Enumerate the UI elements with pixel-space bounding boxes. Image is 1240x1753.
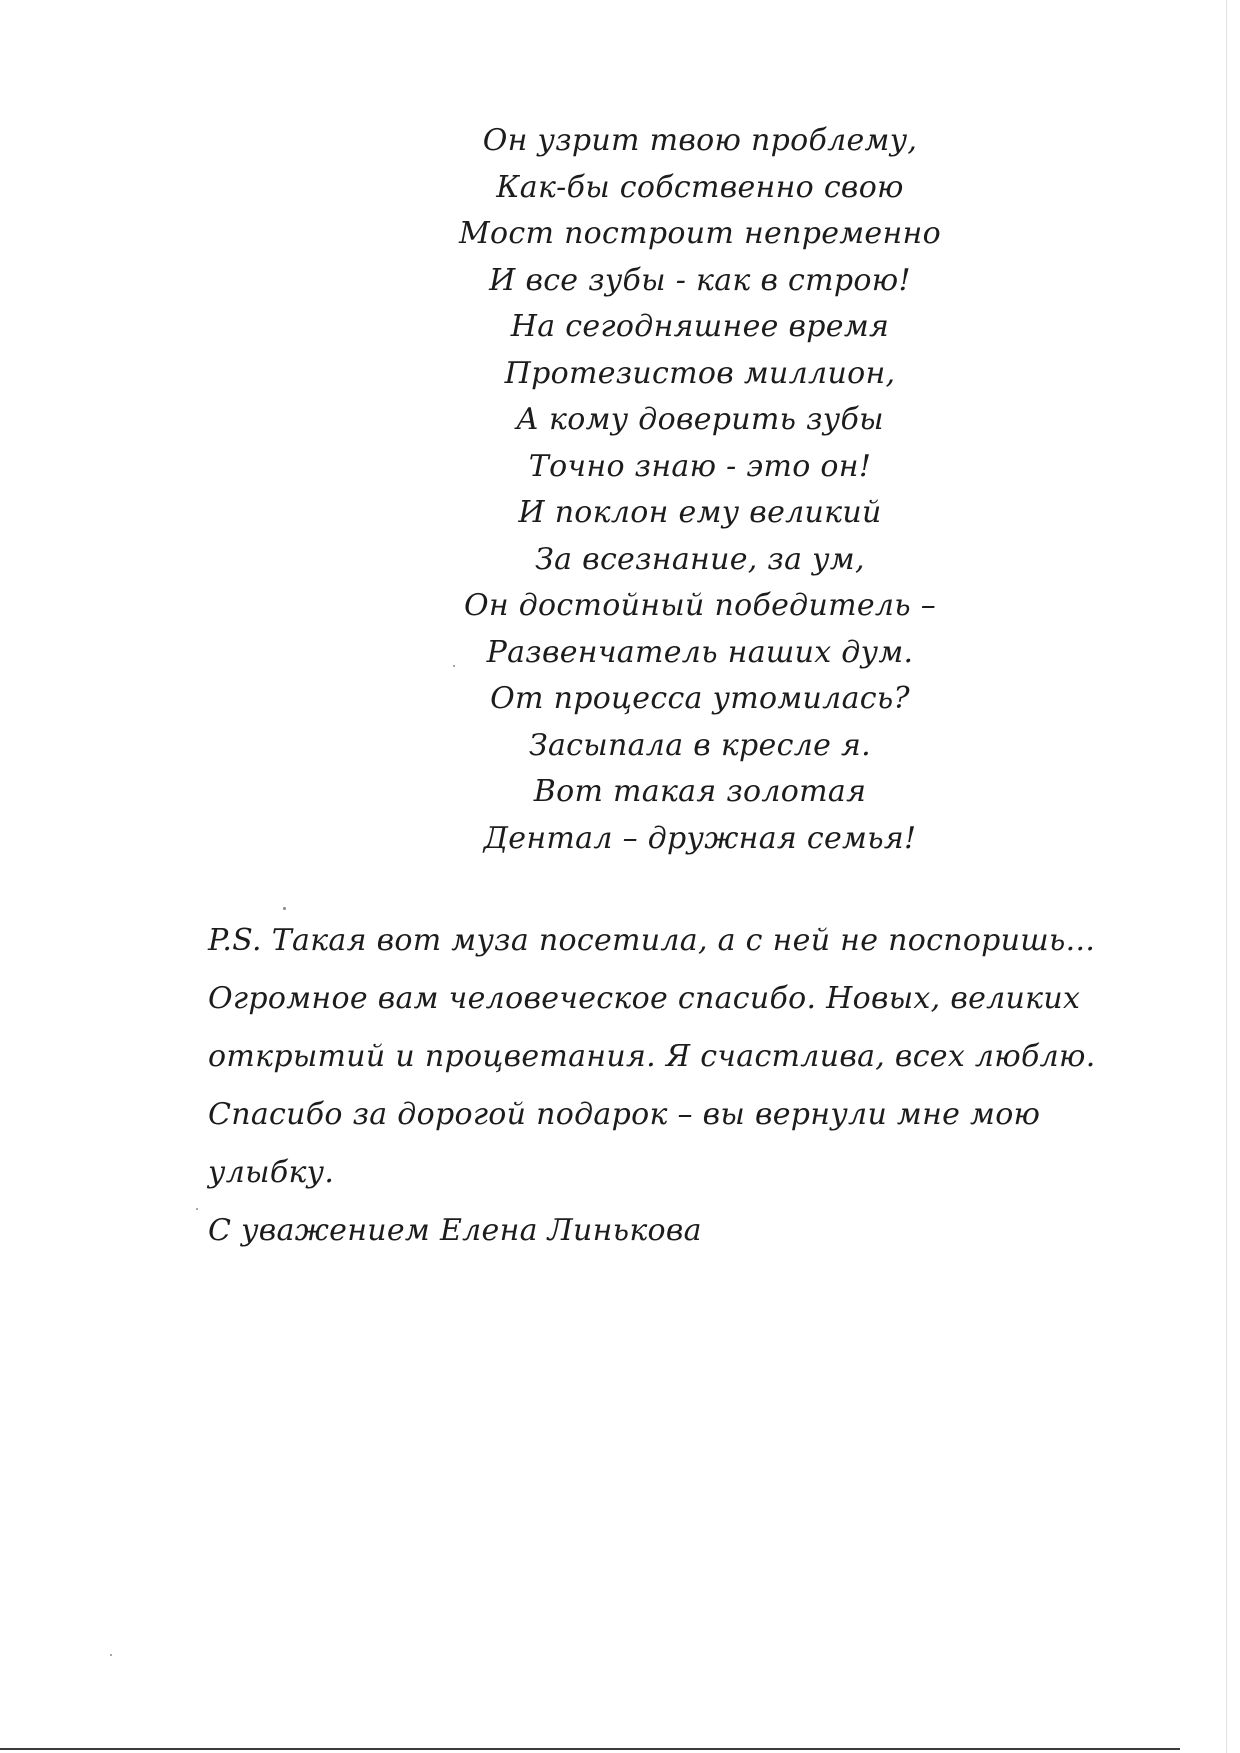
- signature-line: С уважением Елена Линькова: [208, 1213, 702, 1248]
- scan-speck: [283, 907, 286, 910]
- postscript-line: Огромное вам человеческое спасибо. Новых, великих: [208, 981, 1081, 1016]
- scan-speck: [196, 1208, 198, 1210]
- poem-line: Вот такая золотая: [533, 774, 867, 809]
- poem-line: Засыпала в кресле я.: [528, 727, 871, 763]
- poem-line: На сегодняшнее время: [510, 309, 890, 344]
- postscript-line: P.S. Такая вот муза посетила, а с ней не поспоришь...: [208, 923, 1096, 958]
- poem-line: И поклон ему великий: [518, 495, 882, 530]
- poem-line: Протезистов миллион,: [504, 355, 896, 391]
- postscript-line: Спасибо за дорогой подарок – вы вернули мне мою: [208, 1097, 1041, 1132]
- scan-speck: [110, 1654, 112, 1656]
- scan-edge-bottom: [0, 1748, 1180, 1750]
- poem-line: Точно знаю - это он!: [528, 448, 872, 484]
- poem-line: От процесса утомилась?: [490, 681, 910, 716]
- poem-line: За всезнание, за ум,: [535, 541, 865, 577]
- poem-line: А кому доверить зубы: [516, 402, 884, 437]
- poem-line: И все зубы - как в строю!: [489, 262, 911, 298]
- postscript-line: открытий и процветания. Я счастлива, всех люблю.: [208, 1039, 1096, 1074]
- poem-line: Как-бы собственно свою: [496, 169, 904, 205]
- postscript: [208, 912, 1208, 1260]
- poem-line: Он достойный победитель –: [463, 588, 937, 623]
- scan-edge-right: [1226, 0, 1227, 1753]
- postscript-line: улыбку.: [208, 1155, 335, 1190]
- poem: [400, 118, 1000, 862]
- poem-line: Мост построит непременно: [459, 216, 941, 251]
- poem-line: Дентал – дружная семья!: [483, 820, 917, 856]
- poem-line: Он узрит твою проблему,: [482, 123, 918, 158]
- poem-line: Развенчатель наших дум.: [486, 634, 914, 670]
